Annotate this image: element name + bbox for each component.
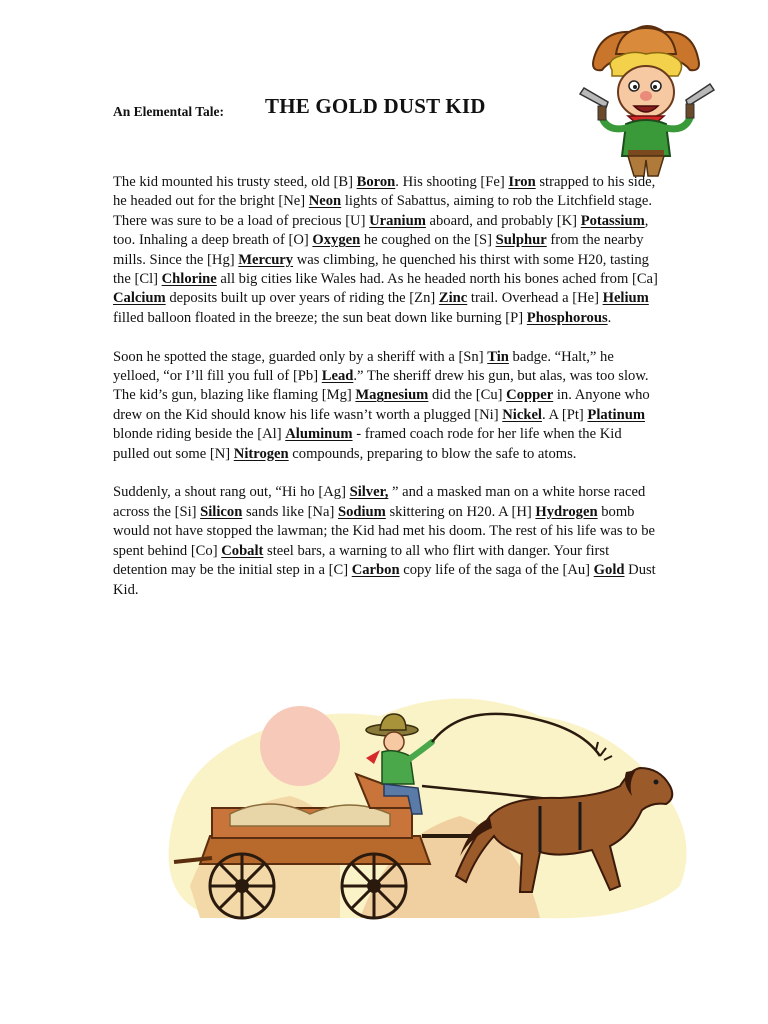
answer-word: Aluminum	[285, 426, 353, 443]
answer-word: Chlorine	[161, 271, 217, 288]
answer-word: Nitrogen	[233, 445, 289, 462]
answer-word: Helium	[602, 290, 649, 307]
answer-word: Tin	[487, 348, 509, 365]
answer-word: Sodium	[337, 503, 386, 520]
story-paragraph-1: The kid mounted his trusty steed, old [B] Boron. His shooting [Fe] Iron strapped to his side, he headed out for the bright [Ne] Neon lights of Sabattus, aiming to rob the Litchfield stage. There was sure to be a load of precious [U] Uranium aboard, and probably [K] Potassium, too. Inhaling a deep breath of [O] Oxygen he coughed on the [S] Sulphur from the nearby mills. Since the [Hg] Mercury was climbing, he quenched his thirst with some H20, tasting the [Cl] Chlorine all big cities like Wales had. As he headed north his bones ached from [Ca] Calcium deposits built up over years of riding the [Zn] Zinc trail. Overhead a [He] Helium filled balloon floated in the breeze; the sun beat down like burning [P] Phosphorous.	[113, 174, 658, 326]
answer-word: Calcium	[113, 290, 166, 307]
answer-word: Hydrogen	[535, 503, 598, 520]
answer-word: Magnesium	[355, 387, 429, 404]
answer-word: Silicon	[200, 503, 243, 520]
stagecoach-icon	[160, 686, 700, 926]
cowboy-icon	[572, 20, 722, 180]
answer-word: Mercury	[238, 251, 294, 268]
answer-word: Oxygen	[312, 232, 361, 249]
page-title: THE GOLD DUST KID	[265, 94, 486, 118]
answer-word: Potassium	[580, 212, 645, 229]
answer-word: Phosphorous	[526, 309, 608, 326]
answer-word: Uranium	[369, 212, 426, 229]
story-paragraph-2: Soon he spotted the stage, guarded only by a sheriff with a [Sn] Tin badge. “Halt,” he yelloed, “or I’ll fill you full of [Pb] Lead.” The sheriff drew his gun, but alas, was too slow. The kid’s gun, blazing like flaming [Mg] Magnesium did the [Cu] Copper in. Anyone who drew on the Kid should know his life wasn’t worth a plugged [Ni] Nickel. A [Pt] Platinum blonde riding beside the [Al] Aluminum - framed coach rode for her life when the Kid pulled out some [N] Nitrogen compounds, preparing to blow the safe to atoms.	[113, 348, 650, 462]
answer-word: Neon	[308, 193, 342, 210]
answer-word: Cobalt	[221, 542, 264, 559]
answer-word: Iron	[508, 174, 536, 190]
story-text	[113, 173, 658, 619]
subtitle: An Elemental Tale:	[113, 104, 225, 119]
answer-word: Boron	[356, 174, 396, 190]
answer-word: Zinc	[438, 290, 468, 307]
answer-word: Sulphur	[495, 232, 547, 249]
story-paragraph-3: Suddenly, a shout rang out, “Hi ho [Ag] Silver, ” and a masked man on a white horse raced across the [Si] Silicon sands like [Na] Sodium skittering on H20. A [H] Hydrogen bomb would not have stopped the lawman; the Kid had met his doom. The rest of his life was to be spent behind [Co] Cobalt steel bars, a warning to all who flirt with danger. Your first detention may be the initial step in a [C] Carbon copy life of the saga of the [Au] Gold Dust Kid.	[113, 484, 656, 598]
answer-word: Lead	[321, 368, 354, 385]
answer-word: Gold	[593, 562, 625, 579]
answer-word: Silver,	[349, 484, 389, 501]
answer-word: Copper	[506, 387, 554, 404]
answer-word: Platinum	[587, 406, 645, 423]
answer-word: Carbon	[351, 562, 400, 579]
answer-word: Nickel	[502, 406, 542, 423]
